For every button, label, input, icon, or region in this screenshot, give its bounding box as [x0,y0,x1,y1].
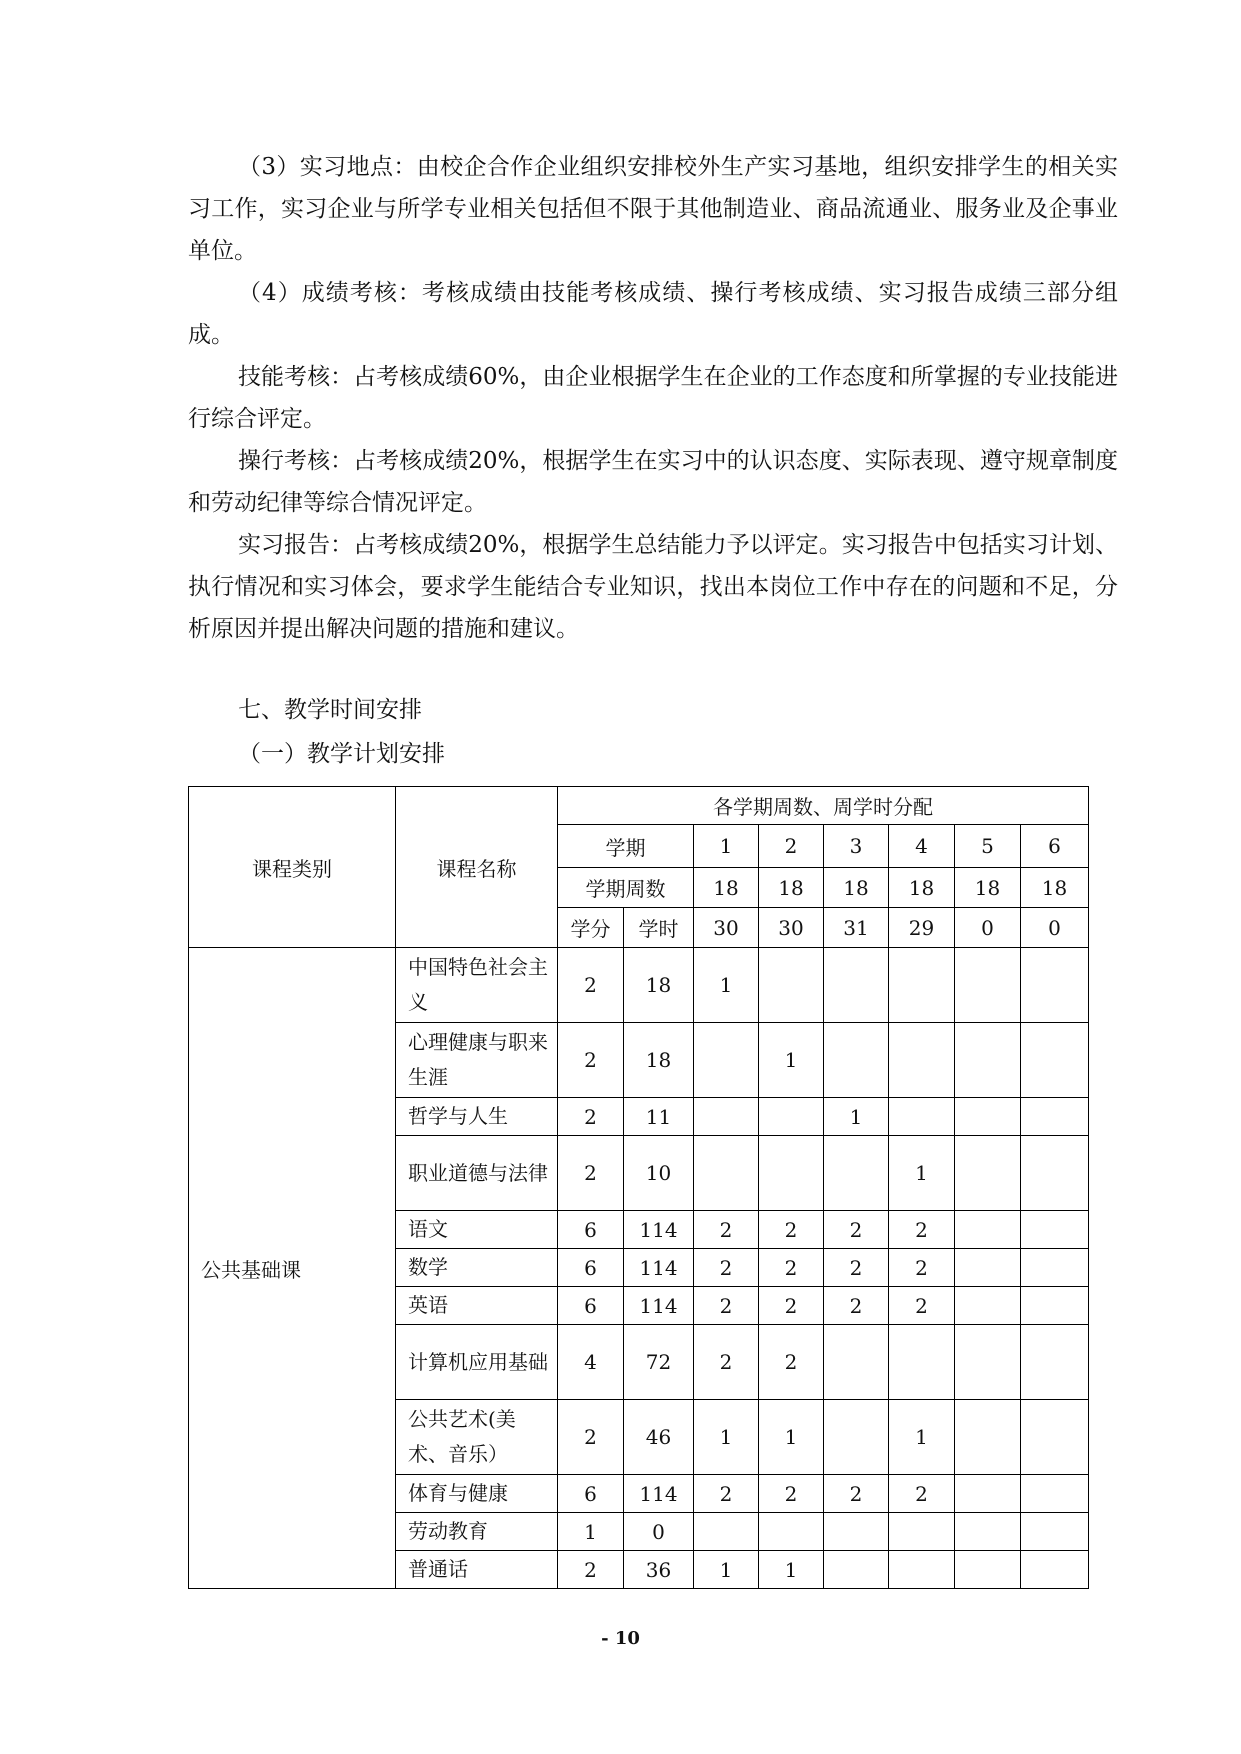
course-hours: 36 [624,1551,694,1589]
course-s1: 2 [694,1325,759,1400]
course-s4: 2 [889,1249,955,1287]
semester-number: 3 [824,825,889,868]
semester-weeks: 18 [694,868,759,908]
course-credits: 1 [558,1513,624,1551]
course-s6 [1021,1287,1089,1325]
course-credits: 6 [558,1249,624,1287]
course-name: 数学 [396,1249,558,1287]
header-category: 课程类别 [189,787,396,948]
course-s2: 1 [759,1023,824,1098]
course-s2: 1 [759,1400,824,1475]
course-s3 [824,1136,889,1211]
paragraph-skill-assessment: 技能考核：占考核成绩60%，由企业根据学生在企业的工作态度和所掌握的专业技能进行综合评定。 [188,364,1118,432]
course-s1: 1 [694,1400,759,1475]
course-credits: 6 [558,1211,624,1249]
label-credits: 学分 [558,908,624,948]
paragraph-practice-location: （3）实习地点：由校企合作企业组织安排校外生产实习基地，组织安排学生的相关实习工作，实习企业与所学专业相关包括但不限于其他制造业、商品流通业、服务业及企事业单位。 [188,154,1118,264]
course-name: 语文 [396,1211,558,1249]
course-credits: 2 [558,948,624,1023]
course-s1 [694,1513,759,1551]
course-s3 [824,1551,889,1589]
course-name: 职业道德与法律 [396,1136,558,1211]
course-s6 [1021,948,1089,1023]
course-name: 中国特色社会主义 [396,948,558,1023]
course-s5 [955,1098,1021,1136]
semester-total: 30 [694,908,759,948]
course-s4: 1 [889,1400,955,1475]
course-name: 心理健康与职来生涯 [396,1023,558,1098]
course-s3: 2 [824,1211,889,1249]
paragraph-assessment: （4）成绩考核：考核成绩由技能考核成绩、操行考核成绩、实习报告成绩三部分组成。 [188,280,1118,348]
course-name: 劳动教育 [396,1513,558,1551]
course-credits: 2 [558,1551,624,1589]
course-s3: 2 [824,1287,889,1325]
course-s6 [1021,1249,1089,1287]
teaching-plan-table [188,786,1089,1589]
course-s1 [694,1136,759,1211]
header-course: 课程名称 [396,787,558,948]
course-credits: 6 [558,1287,624,1325]
course-s4 [889,1551,955,1589]
course-s6 [1021,1513,1089,1551]
course-name: 公共艺术(美术、音乐） [396,1400,558,1475]
course-s5 [955,1136,1021,1211]
course-s4 [889,948,955,1023]
course-s5 [955,1211,1021,1249]
semester-number: 5 [955,825,1021,868]
course-s3 [824,1400,889,1475]
course-s3 [824,1023,889,1098]
semester-total: 0 [955,908,1021,948]
course-s4: 1 [889,1136,955,1211]
course-credits: 2 [558,1023,624,1098]
course-name: 计算机应用基础 [396,1325,558,1400]
course-s5 [955,1249,1021,1287]
course-s2 [759,1513,824,1551]
course-s6 [1021,1136,1089,1211]
course-hours: 11 [624,1098,694,1136]
course-name: 哲学与人生 [396,1098,558,1136]
course-s2 [759,1136,824,1211]
course-hours: 114 [624,1249,694,1287]
course-s5 [955,1513,1021,1551]
course-s4 [889,1325,955,1400]
course-s2: 1 [759,1551,824,1589]
course-hours: 114 [624,1475,694,1513]
category-public-basic: 公共基础课 [189,948,396,1589]
table-row [189,948,1089,1023]
course-s6 [1021,1400,1089,1475]
semester-total: 0 [1021,908,1089,948]
semester-weeks: 18 [889,868,955,908]
course-hours: 10 [624,1136,694,1211]
course-s4 [889,1513,955,1551]
table-header-row [189,787,1089,825]
course-s6 [1021,1023,1089,1098]
subsection-heading: （一）教学计划安排 [238,741,445,767]
course-s3: 1 [824,1098,889,1136]
course-s2: 2 [759,1475,824,1513]
course-s2: 2 [759,1249,824,1287]
course-s1: 2 [694,1249,759,1287]
course-s3: 2 [824,1249,889,1287]
course-s1: 2 [694,1287,759,1325]
semester-number: 2 [759,825,824,868]
semester-number: 1 [694,825,759,868]
course-name: 普通话 [396,1551,558,1589]
course-hours: 18 [624,948,694,1023]
course-s6 [1021,1211,1089,1249]
course-credits: 2 [558,1136,624,1211]
semester-weeks: 18 [955,868,1021,908]
semester-total: 31 [824,908,889,948]
page-number: - 10 [601,1628,640,1649]
semester-total: 30 [759,908,824,948]
course-s1: 2 [694,1475,759,1513]
course-s5 [955,1023,1021,1098]
course-s3 [824,1325,889,1400]
section-heading: 七、教学时间安排 [238,697,422,723]
label-hours: 学时 [624,908,694,948]
course-s3: 2 [824,1475,889,1513]
course-s4 [889,1098,955,1136]
course-s6 [1021,1551,1089,1589]
paragraph-conduct-assessment: 操行考核：占考核成绩20%，根据学生在实习中的认识态度、实际表现、遵守规章制度和劳动纪律等综合情况评定。 [188,448,1118,516]
course-s4 [889,1023,955,1098]
header-distribution: 各学期周数、周学时分配 [558,787,1089,825]
label-semester: 学期 [558,825,694,868]
course-s2: 2 [759,1287,824,1325]
course-hours: 46 [624,1400,694,1475]
semester-number: 4 [889,825,955,868]
course-name: 英语 [396,1287,558,1325]
course-s1: 2 [694,1211,759,1249]
course-s2: 2 [759,1211,824,1249]
course-s1: 1 [694,1551,759,1589]
course-credits: 2 [558,1098,624,1136]
course-hours: 0 [624,1513,694,1551]
course-s4: 2 [889,1211,955,1249]
semester-weeks: 18 [824,868,889,908]
course-s3 [824,948,889,1023]
course-hours: 18 [624,1023,694,1098]
course-s4: 2 [889,1287,955,1325]
course-s6 [1021,1098,1089,1136]
course-s1 [694,1098,759,1136]
course-s1 [694,1023,759,1098]
course-hours: 114 [624,1211,694,1249]
course-s3 [824,1513,889,1551]
course-s5 [955,1287,1021,1325]
course-credits: 6 [558,1475,624,1513]
semester-total: 29 [889,908,955,948]
label-weeks: 学期周数 [558,868,694,908]
course-s2: 2 [759,1325,824,1400]
course-name: 体育与健康 [396,1475,558,1513]
semester-weeks: 18 [759,868,824,908]
semester-number: 6 [1021,825,1089,868]
course-s1: 1 [694,948,759,1023]
paragraph-report-assessment: 实习报告：占考核成绩20%，根据学生总结能力予以评定。实习报告中包括实习计划、执行情况和实习体会，要求学生能结合专业知识，找出本岗位工作中存在的问题和不足，分析原因并提出解决问题的措施和建议。 [188,532,1118,642]
course-hours: 114 [624,1287,694,1325]
semester-weeks: 18 [1021,868,1089,908]
course-s5 [955,1475,1021,1513]
course-s6 [1021,1475,1089,1513]
course-s5 [955,1551,1021,1589]
course-credits: 2 [558,1400,624,1475]
course-s2 [759,948,824,1023]
course-credits: 4 [558,1325,624,1400]
course-s5 [955,948,1021,1023]
course-s4: 2 [889,1475,955,1513]
course-s5 [955,1400,1021,1475]
course-s2 [759,1098,824,1136]
course-hours: 72 [624,1325,694,1400]
course-s5 [955,1325,1021,1400]
course-s6 [1021,1325,1089,1400]
